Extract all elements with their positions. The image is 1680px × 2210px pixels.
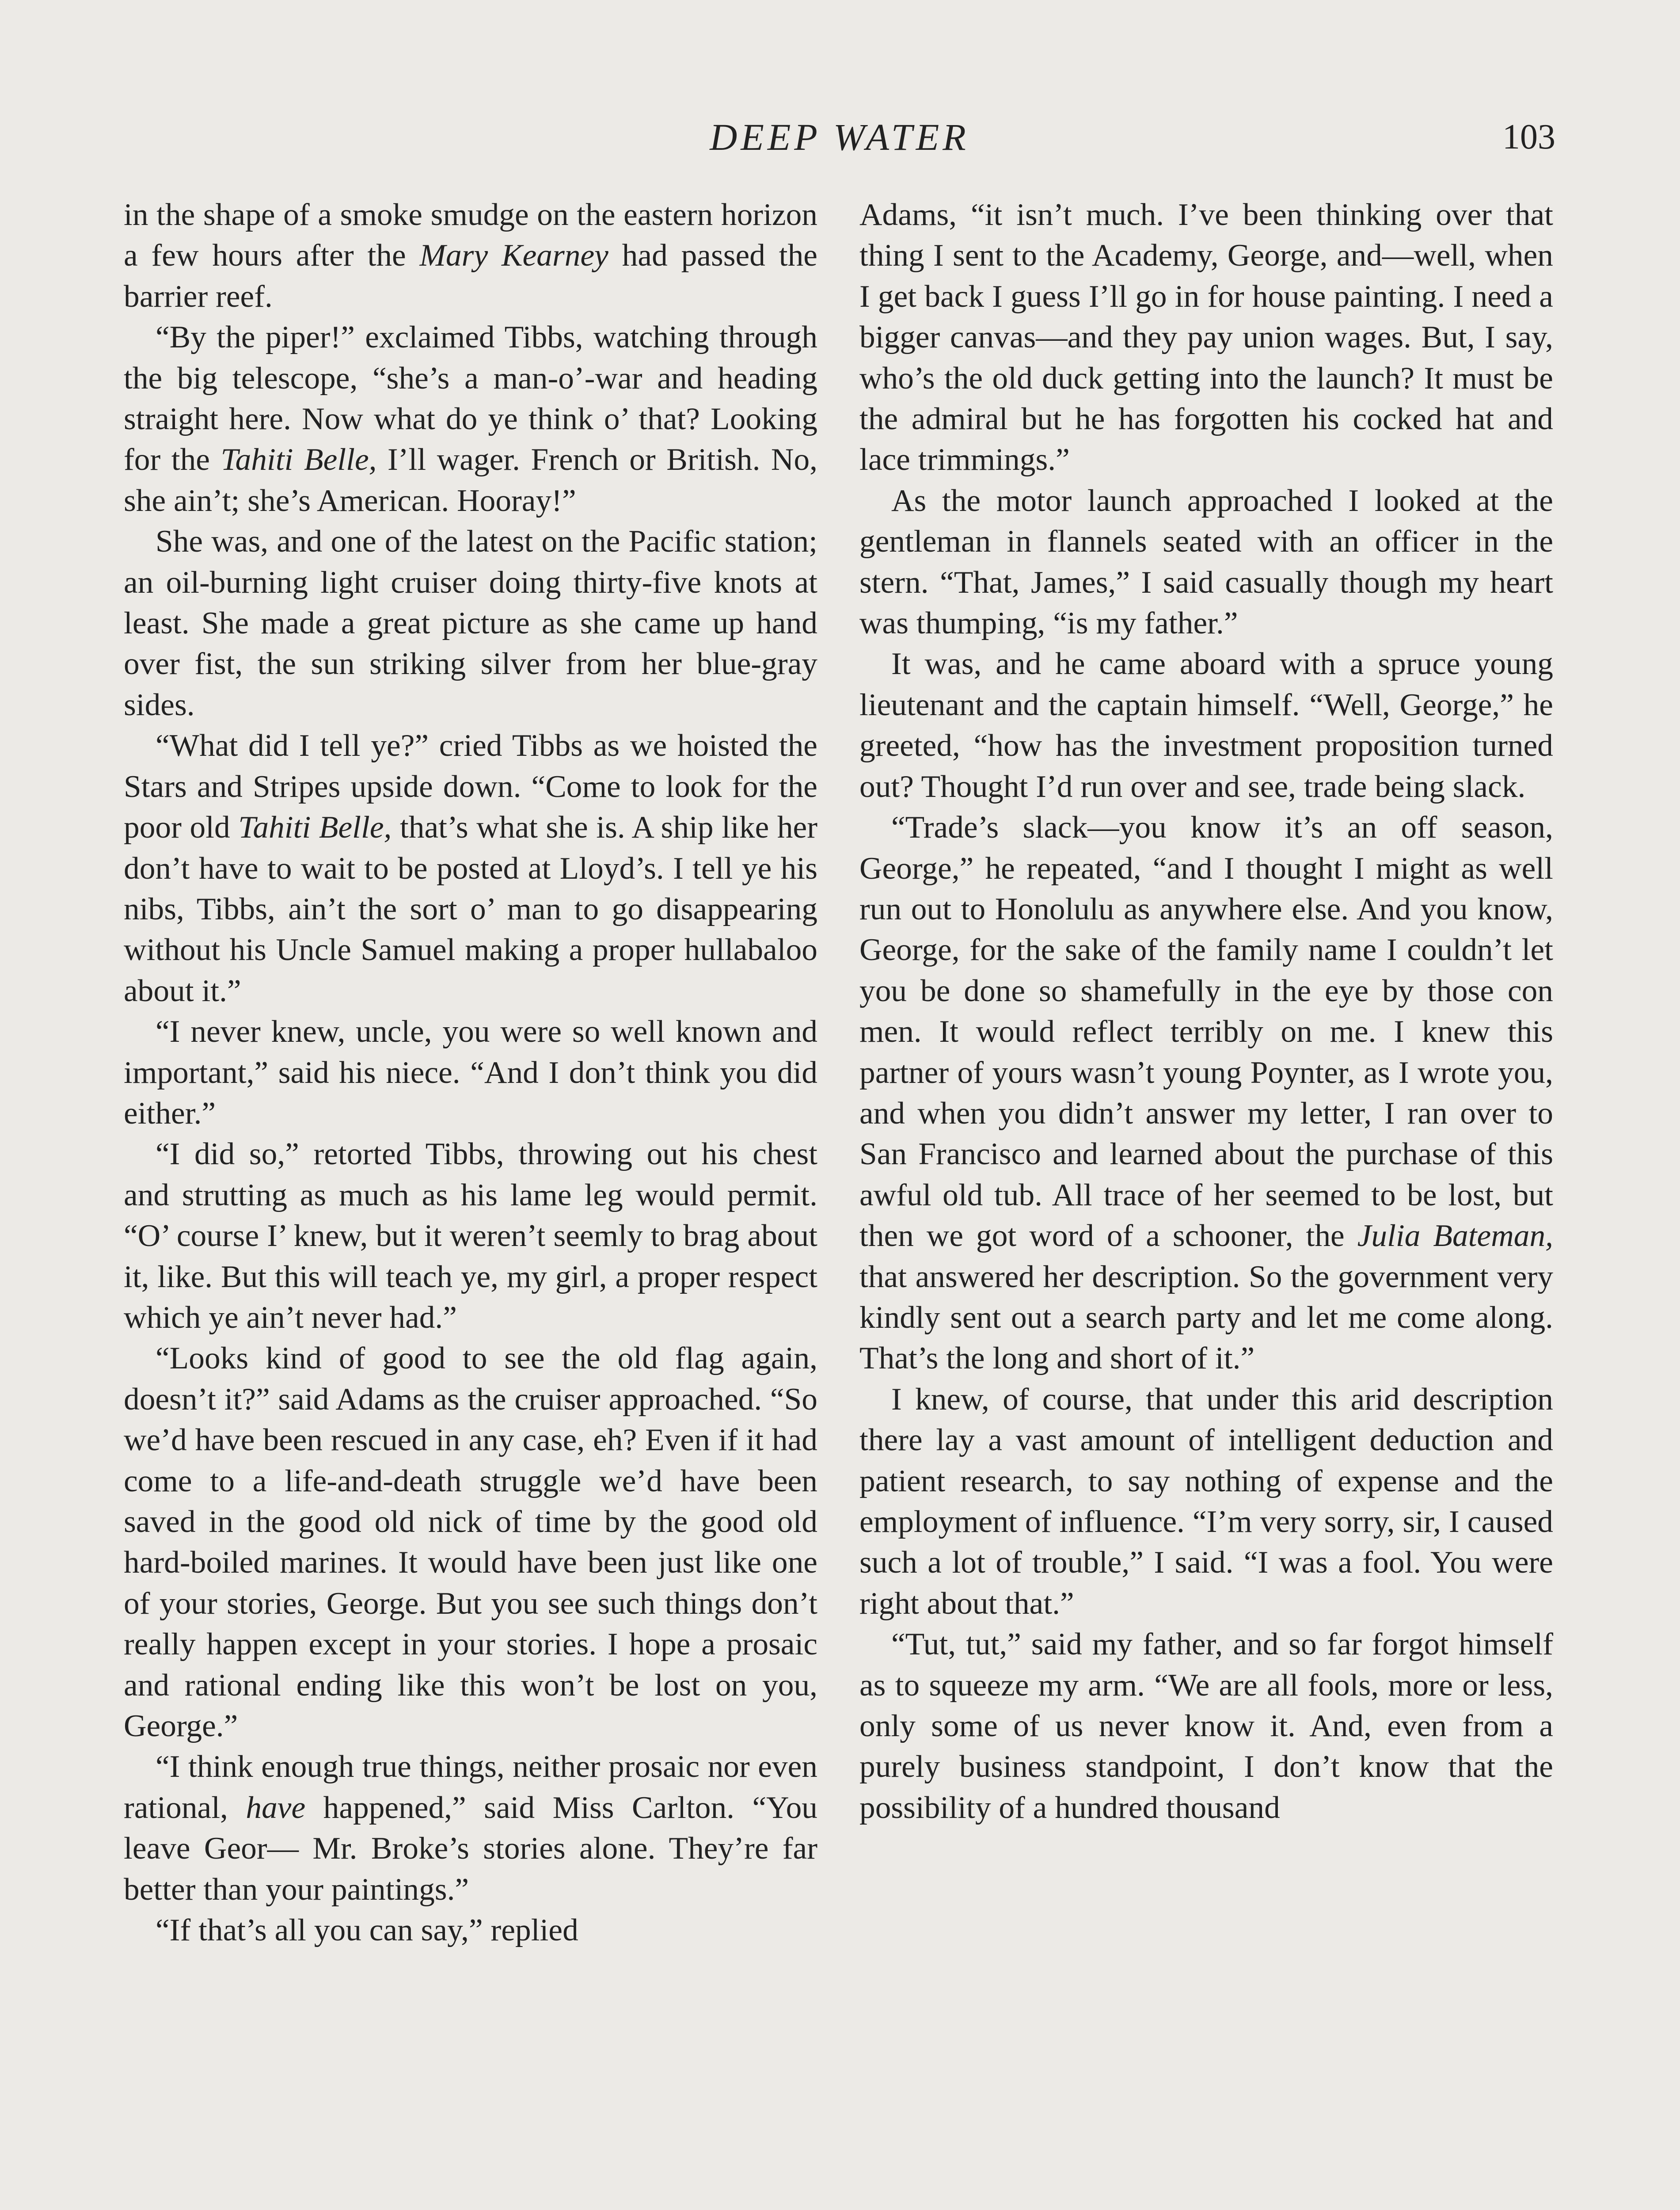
paragraph: She was, and one of the latest on the Pacific station; an oil-burning light cruiser doing thirty-five knots at least. She made a great picture as she came up hand over fist, the sun striking silver from her blue-gray sides. (124, 524, 817, 722)
paragraph: “Trade’s slack—you know it’s an off season, George,” he repeated, “and I thought I might as well run out to Honolulu as anywhere else. And you know, George, for the sake of the family name I couldn’t let you be done so shamefully in the eye by those con men. It would reflect terribly on me. I knew this partner of yours wasn’t young Poynter, as I wrote you, and when you didn’t answer my letter, I ran over to San Francisco and learned about the purchase of this awful old tub. All trace of her seemed to be lost, but then we got word of a schooner, the Julia Bateman, that answered her description. So the government very kindly sent out a search party and let me come along. That’s the long and short of it.” (859, 810, 1554, 1376)
paragraph: “What did I tell ye?” cried Tibbs as we hoisted the Stars and Stripes upside down. “Come to look for the poor old Tahiti Belle, that’s what she is. A ship like her don’t have to wait to be posted at Lloyd’s. I tell ye his nibs, Tibbs, ain’t the sort o’ man to go disappearing without his Uncle Samuel making a proper hullabaloo about it.” (124, 728, 817, 1008)
paragraph: “By the piper!” exclaimed Tibbs, watching through the big telescope, “she’s a man-o’-war and heading straight here. Now what do ye think o’ that? Looking for the Tahiti Belle, I’ll wager. French or British. No, she ain’t; she’s American. Hooray!” (124, 320, 818, 518)
paragraph: As the motor launch approached I looked at the gentleman in flannels seated with an officer in the stern. “That, James,” I said casually though my heart was thumping, “is my father.” (859, 483, 1553, 641)
paragraph: It was, and he came aboard with a spruce young lieutenant and the captain himself. “Well, George,” he greeted, “how has the investment proposition turned out? Thought I’d run over and see, trade being slack. (859, 646, 1553, 804)
running-head (124, 113, 1555, 161)
paragraph: “If that’s all you can say,” replied (156, 1913, 578, 1948)
paragraph: in the shape of a smoke smudge on the eastern horizon a few hours after the Mary Kearney had passed the barrier reef. (124, 197, 817, 314)
running-title: DEEP WATER (710, 116, 969, 158)
right-column (859, 194, 1553, 1828)
paragraph: “I never knew, uncle, you were so well known and important,” said his niece. “And I don’t think you did either.” (124, 1014, 817, 1131)
paragraph: “Tut, tut,” said my father, and so far forgot himself as to squeeze my arm. “We are all fools, more or less, only some of us never know it. And, even from a purely business standpoint, I don’t know that the possibility of a hundred thousand (859, 1627, 1553, 1825)
paragraph: Adams, “it isn’t much. I’ve been thinking over that thing I sent to the Academy, George, and—well, when I get back I guess I’ll go in for house painting. I need a bigger canvas—and they pay union wages. But, I say, who’s the old duck getting into the launch? It must be the admiral but he has forgotten his cocked hat and lace trimmings.” (859, 197, 1553, 477)
paragraph: “I think enough true things, neither prosaic nor even rational, have happened,” said Miss Carlton. “You leave Geor— Mr. Broke’s stories alone. They’re far better than your paintings.” (124, 1749, 817, 1907)
paragraph: “I did so,” retorted Tibbs, throwing out his chest and strutting as much as his lame leg would permit. “O’ course I’ knew, but it weren’t seemly to brag about it, like. But this will teach ye, my girl, a proper respect which ye ain’t never had.” (124, 1136, 817, 1335)
paragraph: I knew, of course, that under this arid description there lay a vast amount of intelligent deduction and patient research, to say nothing of expense and the employment of influence. “I’m very sorry, sir, I caused such a lot of trouble,” I said. “I was a fool. You were right about that.” (859, 1381, 1553, 1621)
paragraph: “Looks kind of good to see the old flag again, doesn’t it?” said Adams as the cruiser approached. “So we’d have been rescued in any case, eh? Even if it had come to a life-and-death struggle we’d have been saved in the good old nick of time by the good old hard-boiled marines. It would have been just like one of your stories, George. But you see such things don’t really happen except in your stories. I hope a prosaic and rational ending like this won’t be lost on you, George.” (124, 1341, 817, 1744)
page-number: 103 (1502, 118, 1555, 156)
left-column (124, 194, 817, 1951)
